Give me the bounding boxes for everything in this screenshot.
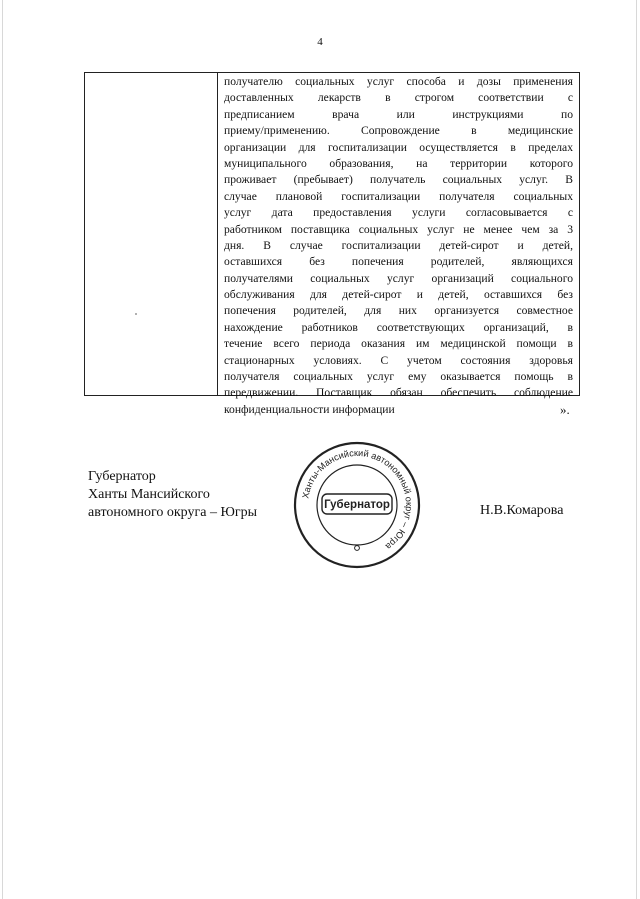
table-text-line: организации для госпитализации осуществляется в пределах <box>224 140 573 154</box>
signatory-title-line: Губернатор <box>88 469 156 484</box>
table-cell-left <box>85 73 218 395</box>
table-text-line: оставшихся без попечения родителей, являющихся <box>224 255 573 269</box>
table-text-line: приему/применению. Сопровождение в медицинские <box>224 124 573 138</box>
table-text-line: получателя социальных услуг ему оказывается помощь в <box>224 370 573 384</box>
seal-emblem-icon <box>355 546 360 551</box>
table-text-line: течение всего периода оказания им медицинской помощи в <box>224 337 573 351</box>
table-text-line: услуг дата предоставления услуги согласовывается с <box>224 206 573 220</box>
table-text-line: получателями социальных услуг организаций социального <box>224 271 573 285</box>
table-text-line: получателю социальных услуг способа и дозы применения <box>224 75 573 88</box>
table-text-line: доставленных лекарств в строгом соответствии с <box>224 91 573 105</box>
table-text-line: стационарных условиях. С учетом состояния здоровья <box>224 353 573 367</box>
table-text-line: проживает (пребывает) получатель социальных услуг. В <box>224 173 573 187</box>
table-text-line: попечения родителей, для них организуется совместное <box>224 304 573 318</box>
official-seal <box>292 440 422 570</box>
closing-quote: ». <box>560 402 570 417</box>
scan-speck <box>135 313 137 315</box>
seal-center-text: Губернатор <box>324 499 390 511</box>
table-text-line: передвижении. Поставщик обязан обеспечить соблюдение <box>224 386 573 400</box>
scan-edge-left <box>2 0 3 899</box>
table-text-line: конфиденциальности информации <box>224 402 395 416</box>
table-text-line: муниципального образования, на территории которого <box>224 156 573 170</box>
table-text-line: работником поставщика социальных услуг не менее чем за 3 <box>224 222 573 236</box>
scan-edge-right <box>636 0 637 899</box>
signatory-title-line: автономного округа – Югры <box>88 505 257 520</box>
table-text-line: дня. В случае госпитализации детей-сирот и детей, <box>224 238 573 252</box>
signatory-title <box>88 468 257 522</box>
signatory-title-line: Ханты Мансийского <box>88 487 210 502</box>
table-text-line: предписанием врача или инструкциями по <box>224 107 573 121</box>
content-table <box>84 72 580 416</box>
table-text-line: обслуживания для детей-сирот и детей, оставшихся без <box>224 288 573 302</box>
table-text-line: случае плановой госпитализации получателя социальных <box>224 189 573 203</box>
table-cell-right <box>218 73 579 416</box>
signatory-name: Н.В.Комарова <box>480 503 564 518</box>
page-number: 4 <box>317 36 323 48</box>
seal-ring-text: Ханты-Мансийский автономный округ – Югра <box>300 447 415 552</box>
table-text-line: нахождение работников соответствующих организаций, в <box>224 320 573 334</box>
